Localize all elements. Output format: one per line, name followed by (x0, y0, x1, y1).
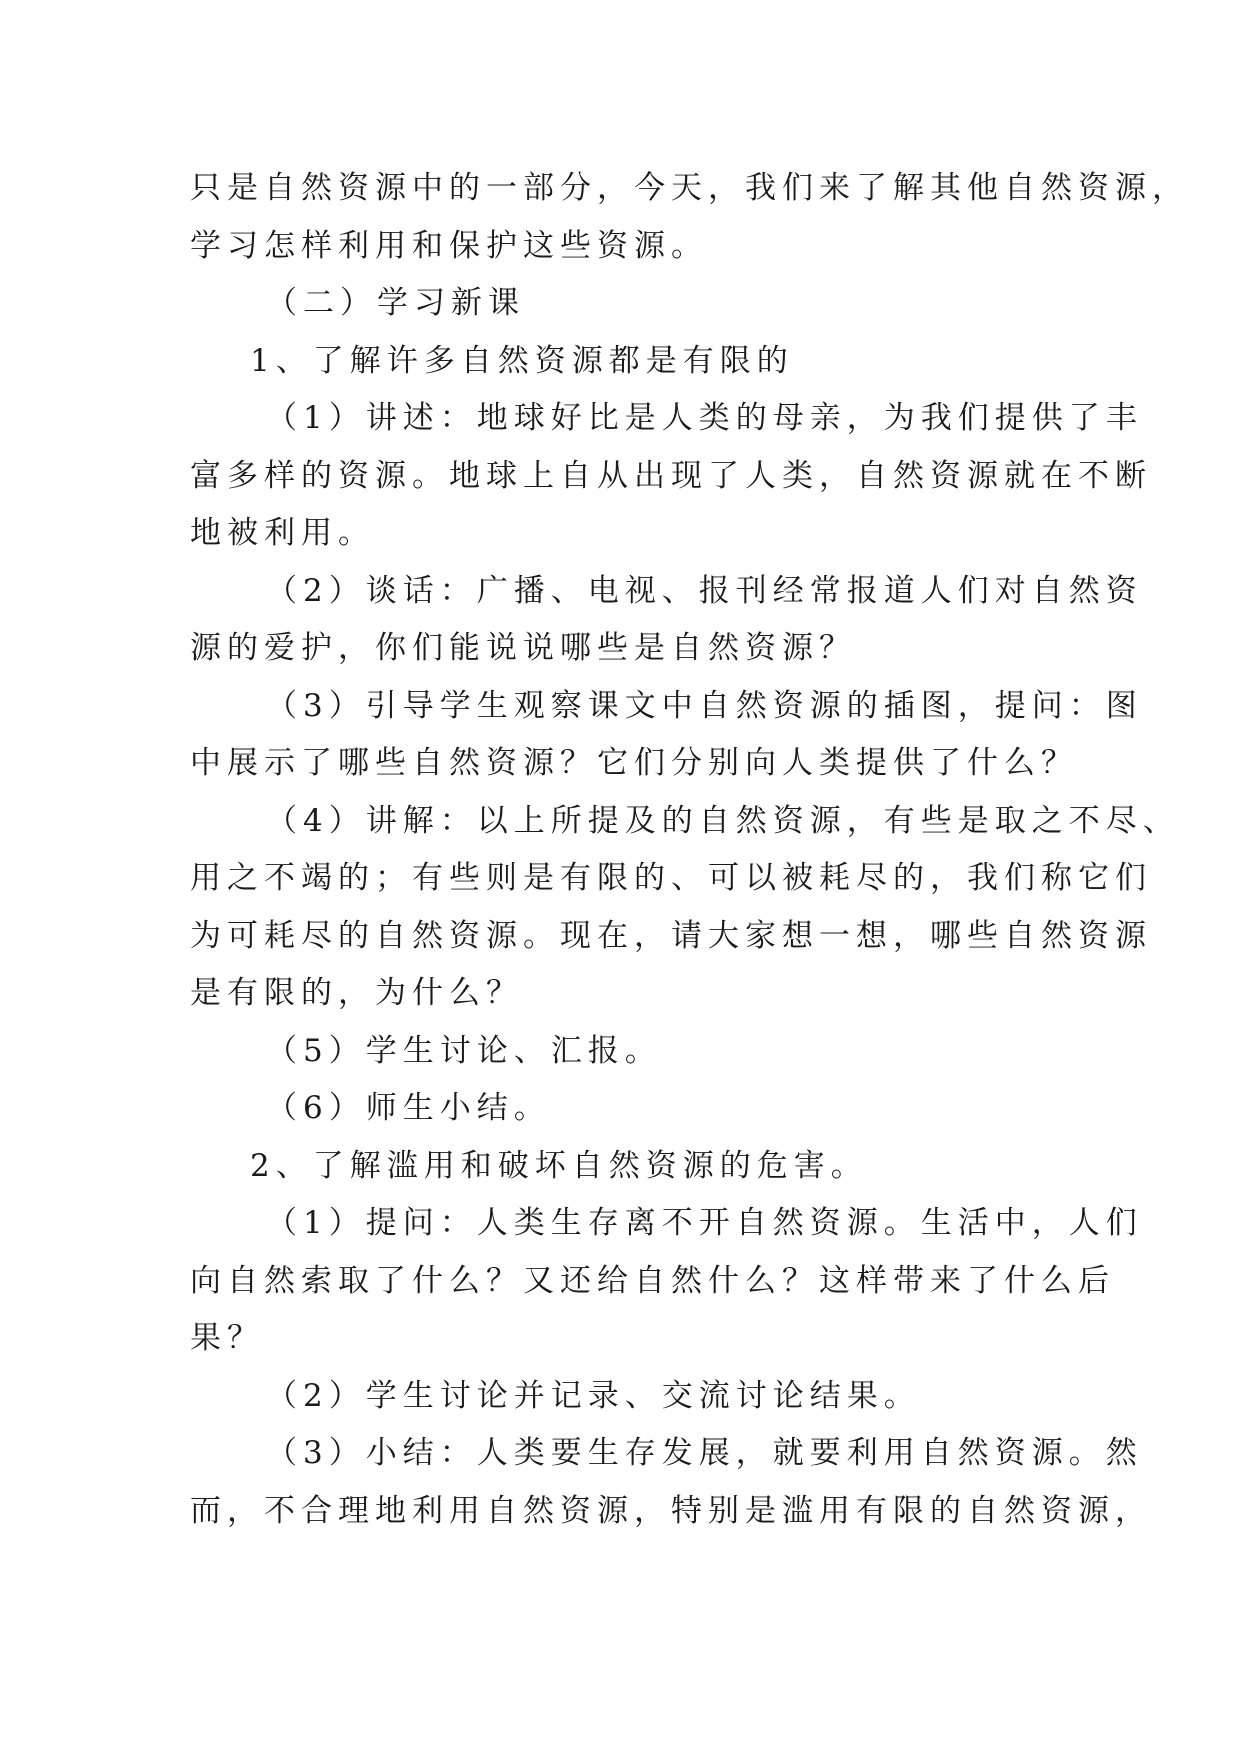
text-line-6: 富多样的资源。地球上自从出现了人类，自然资源就在不断 (190, 458, 1152, 494)
text-line-11: 中展示了哪些自然资源？它们分别向人类提供了什么？ (190, 745, 1078, 781)
text-line-10: （3）引导学生观察课文中自然资源的插图，提问：图 (266, 688, 1143, 724)
text-line-23: （3）小结：人类要生存发展，就要利用自然资源。然 (266, 1435, 1143, 1471)
text-line-16: （5）学生讨论、汇报。 (266, 1033, 662, 1069)
text-line-24: 而，不合理地利用自然资源，特别是滥用有限的自然资源， (190, 1493, 1152, 1529)
text-line-20: 向自然索取了什么？又还给自然什么？这样带来了什么后 (190, 1263, 1115, 1299)
text-line-21: 果？ (190, 1320, 264, 1356)
text-line-13: 用之不竭的；有些则是有限的、可以被耗尽的，我们称它们 (190, 860, 1152, 896)
text-line-1: 只是自然资源中的一部分，今天，我们来了解其他自然资源， (190, 170, 1189, 206)
text-line-12: （4）讲解：以上所提及的自然资源，有些是取之不尽、 (266, 803, 1180, 839)
text-line-2: 学习怎样利用和保护这些资源。 (190, 228, 708, 264)
text-line-8: （2）谈话：广播、电视、报刊经常报道人们对自然资 (266, 573, 1143, 609)
text-line-17: （6）师生小结。 (266, 1090, 551, 1126)
text-line-5: （1）讲述：地球好比是人类的母亲，为我们提供了丰 (266, 400, 1143, 436)
text-line-9: 源的爱护，你们能说说哪些是自然资源？ (190, 630, 856, 666)
section-heading: （二）学习新课 (266, 285, 525, 321)
subsection-heading-1: 1、了解许多自然资源都是有限的 (250, 343, 794, 379)
subsection-heading-2: 2、了解滥用和破坏自然资源的危害。 (250, 1148, 868, 1184)
text-line-7: 地被利用。 (190, 515, 375, 551)
text-line-22: （2）学生讨论并记录、交流讨论结果。 (266, 1378, 921, 1414)
text-line-19: （1）提问：人类生存离不开自然资源。生活中，人们 (266, 1205, 1143, 1241)
text-line-15: 是有限的，为什么？ (190, 975, 523, 1011)
text-line-14: 为可耗尽的自然资源。现在，请大家想一想，哪些自然资源 (190, 918, 1152, 954)
